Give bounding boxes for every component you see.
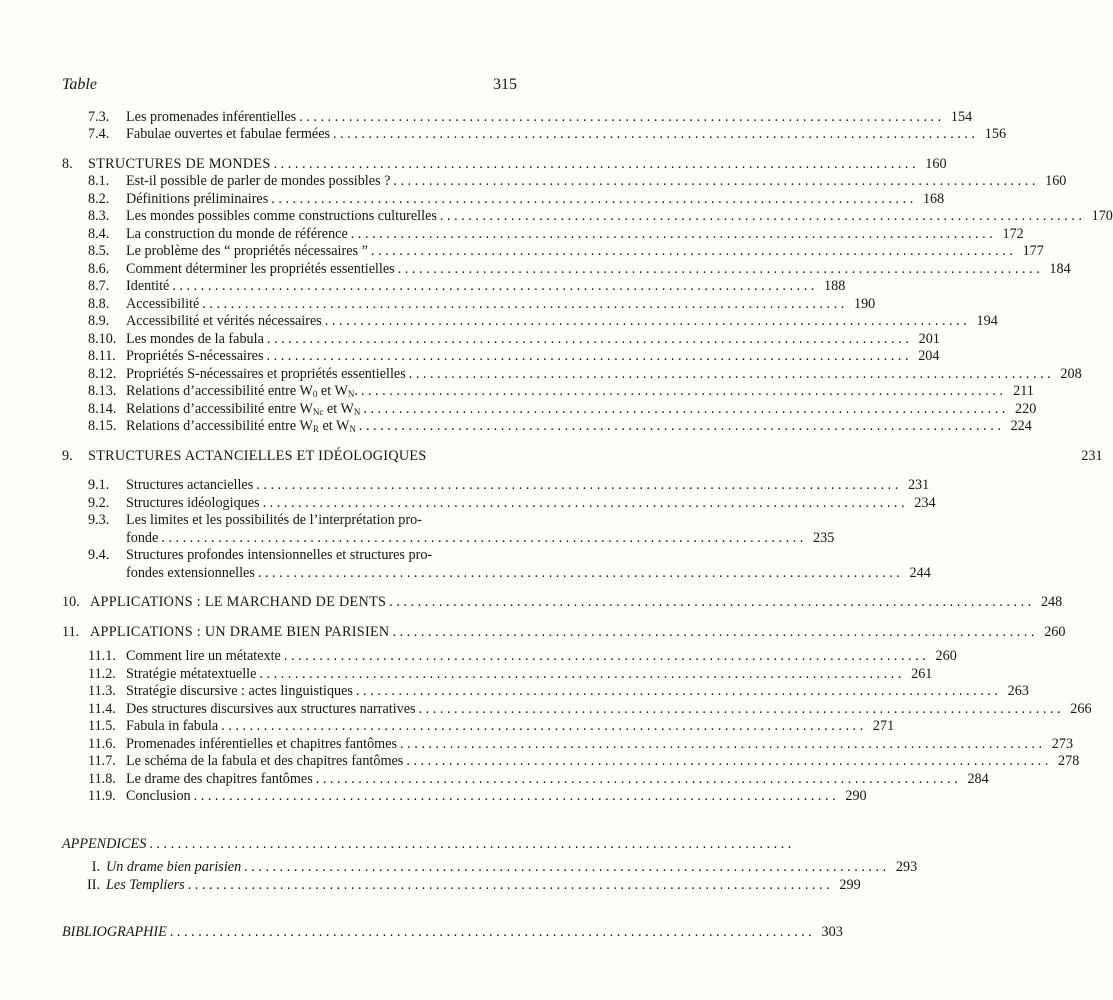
toc-entry: 7.4. Fabulae ouvertes et fabulae fermées . . . 156 (62, 126, 517, 144)
page-number: 315 (493, 76, 517, 93)
toc-entry: 11.2. Stratégie métatextuelle . . . 261 (62, 666, 517, 684)
toc-entry: 8.13. Relations d’accessibilité entre $W_0$ et $W_N$. . . . 211 (62, 383, 517, 401)
leader-dots (274, 156, 916, 174)
toc-entry: 11.3. Stratégie discursive : actes linguistiques . . . 263 (62, 683, 517, 701)
toc-entry: 11.4. Des structures discursives aux structures narratives . . . 266 (62, 701, 517, 719)
toc-entry: 8.6. Comment déterminer les propriétés essentielles . . . 184 (62, 261, 517, 279)
toc-entry: 8.4. La construction du monde de référence . . . 172 (62, 226, 517, 244)
leader-dots (333, 126, 975, 144)
toc-entry: 8.12. Propriétés S-nécessaires et propriétés essentielles . . . 208 (62, 366, 517, 384)
toc-entry: 11.7. Le schéma de la fabula et des chapitres fantômes . . . 278 (62, 753, 517, 771)
toc-entry: 8.8. Accessibilité . . . 190 (62, 296, 517, 314)
appendices-heading: APPENDICES . . . (62, 836, 517, 854)
toc-entry: 8.1. Est-il possible de parler de mondes possibles ? . . . 160 (62, 173, 517, 191)
chapter-heading: 9. STRUCTURES ACTANCIELLES ET IDÉOLOGIQUES 231 (62, 447, 1103, 464)
toc-entry: 11.9. Conclusion . . . 290 (62, 788, 517, 806)
toc-entry: 8.10. Les mondes de la fabula . . . 201 (62, 331, 517, 349)
toc-entry: 8.11. Propriétés S-nécessaires . . . 204 (62, 348, 517, 366)
chapter-heading: 8. STRUCTURES DE MONDES . . . 160 (62, 156, 517, 174)
chapter-11-entries (62, 648, 1092, 806)
toc-entry: 8.9. Accessibilité et vérités nécessaires . . . 194 (62, 313, 517, 331)
bibliography-entry: BIBLIOGRAPHIE . . . 303 (62, 924, 517, 942)
toc-entry: 8.15. Relations d’accessibilité entre $W_R$ et $W_N$ . . . 224 (62, 418, 517, 436)
toc-entry: 11.1. Comment lire un métatexte . . . 260 (62, 648, 517, 666)
chapter-heading: 10. APPLICATIONS : LE MARCHAND DE DENTS . . . 248 (62, 594, 517, 612)
leader-dots (299, 109, 941, 127)
toc-entry: 9.3. Les limites et les possibilités de l’interprétation pro- fonde . . . 235 (62, 512, 517, 547)
appendices-entries (62, 859, 918, 894)
chapter-heading: 11. APPLICATIONS : UN DRAME BIEN PARISIEN . . . 260 (62, 624, 517, 642)
toc-entry: 8.7. Identité . . . 188 (62, 278, 517, 296)
toc-entry: II. Les Templiers . . . 299 (62, 877, 517, 895)
toc-entry: 9.2. Structures idéologiques . . . 234 (62, 495, 517, 513)
toc-entry: 9.1. Structures actancielles . . . 231 (62, 477, 517, 495)
toc-entry: 8.3. Les mondes possibles comme constructions culturelles . . . 170 (62, 208, 517, 226)
toc-entry: 11.8. Le drame des chapitres fantômes . . . 284 (62, 771, 517, 789)
chapter-8-entries (62, 173, 1113, 436)
running-header (62, 76, 517, 94)
toc-entry: 9.4. Structures profondes intensionnelles et structures pro- fondes extensionnelles . . . 244 (62, 547, 517, 582)
toc-entry: 11.5. Fabula in fabula . . . 271 (62, 718, 517, 736)
toc-entry: 8.14. Relations d’accessibilité entre $W_{Nc}$ et $W_N$ . . . 220 (62, 401, 517, 419)
chapter-9-entries (62, 477, 936, 582)
toc-entry: 8.2. Définitions préliminaires . . . 168 (62, 191, 517, 209)
running-title: Table (62, 76, 97, 93)
toc-page (62, 76, 1113, 942)
toc-entry: 11.6. Promenades inférentielles et chapitres fantômes . . . 273 (62, 736, 517, 754)
toc-entry: I. Un drame bien parisien . . . 293 (62, 859, 517, 877)
toc-entry: 7.3. Les promenades inférentielles . . . 154 (62, 109, 517, 127)
toc-entry: 8.5. Le problème des “ propriétés nécessaires ” . . . 177 (62, 243, 517, 261)
